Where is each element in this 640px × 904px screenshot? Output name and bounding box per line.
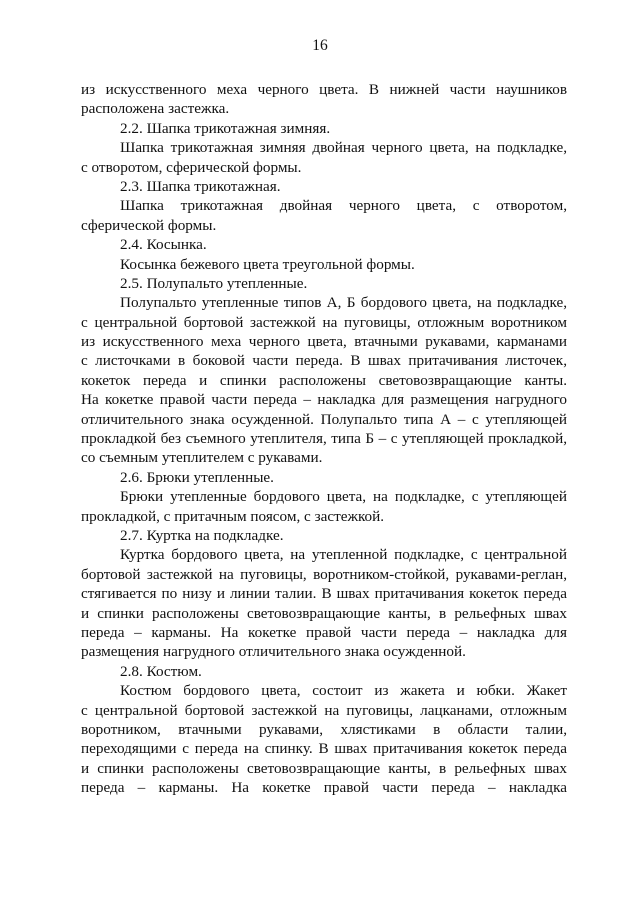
text-line: прокладкой, с притачным поясом, с застежкой.: [81, 507, 385, 525]
text-line: переходящими с переда на спинку. В швах притачивания кокеток переда: [81, 740, 567, 758]
text-line: с листочками в боковой части переда. В швах притачивания листочек,: [81, 352, 567, 370]
section-heading: 2.5. Полупальто утепленные.: [120, 274, 308, 292]
text-line: и спинки расположены световозвращающие канты, в рельефных швах: [81, 759, 567, 777]
section-heading: 2.2. Шапка трикотажная зимняя.: [120, 119, 331, 137]
text-line: Костюм бордового цвета, состоит из жакета и юбки. Жакет: [120, 682, 567, 700]
text-line: прокладкой без съемного утеплителя, типа Б – с утепляющей прокладкой,: [81, 430, 567, 448]
text-line: с центральной бортовой застежкой на пуговицы, отложным воротником: [81, 313, 567, 331]
page-number: 16: [312, 37, 328, 54]
text-line: Полупальто утепленные типов А, Б бордового цвета, на подкладке,: [120, 294, 567, 312]
text-line: Косынка бежевого цвета треугольной формы.: [120, 255, 415, 273]
section-heading: 2.3. Шапка трикотажная.: [120, 177, 281, 195]
text-line: и спинки расположены световозвращающие канты, в рельефных швах: [81, 604, 567, 622]
text-line: Куртка бордового цвета, на утепленной подкладке, с центральной: [120, 546, 567, 564]
text-line: размещения нагрудного отличительного знака осужденной.: [81, 643, 466, 661]
text-line: с отворотом, сферической формы.: [81, 158, 302, 176]
text-line: воротником, втачными рукавами, хлястиками в области талии,: [81, 720, 567, 738]
text-line: кокеток переда и спинки расположены световозвращающие канты.: [81, 371, 567, 389]
text-line: переда – карманы. На кокетке правой части переда – накладка: [81, 779, 567, 797]
text-line: стягивается по низу и линии талии. В швах притачивания кокеток переда: [81, 585, 567, 603]
text-line: Брюки утепленные бордового цвета, на подкладке, с утепляющей: [120, 488, 567, 506]
text-line: бортовой застежкой на пуговицы, воротником-стойкой, рукавами-реглан,: [81, 565, 567, 583]
section-heading: 2.8. Костюм.: [120, 662, 202, 680]
text-line: Шапка трикотажная двойная черного цвета, с отворотом,: [120, 197, 567, 215]
section-heading: 2.7. Куртка на подкладке.: [120, 526, 284, 544]
text-line: сферической формы.: [81, 216, 217, 234]
section-heading: 2.4. Косынка.: [120, 236, 207, 254]
text-line: из искусственного меха черного цвета, втачными рукавами, карманами: [81, 333, 567, 351]
text-line: расположена застежка.: [81, 100, 230, 118]
text-line: отличительного знака осужденной. Полупальто типа А – с утепляющей: [81, 410, 567, 428]
text-line: со съемным утеплителем с рукавами.: [81, 449, 323, 467]
text-line: переда – карманы. На кокетке правой части переда – накладка для: [81, 623, 567, 641]
text-line: с центральной бортовой застежкой на пуговицы, лацканами, отложным: [81, 701, 567, 719]
section-heading: 2.6. Брюки утепленные.: [120, 468, 274, 486]
text-line: из искусственного меха черного цвета. В нижней части наушников: [81, 81, 567, 98]
document-body: [81, 80, 567, 797]
text-line: Шапка трикотажная зимняя двойная черного цвета, на подкладке,: [120, 139, 567, 157]
text-line: На кокетке правой части переда – накладка для размещения нагрудного: [81, 391, 567, 409]
